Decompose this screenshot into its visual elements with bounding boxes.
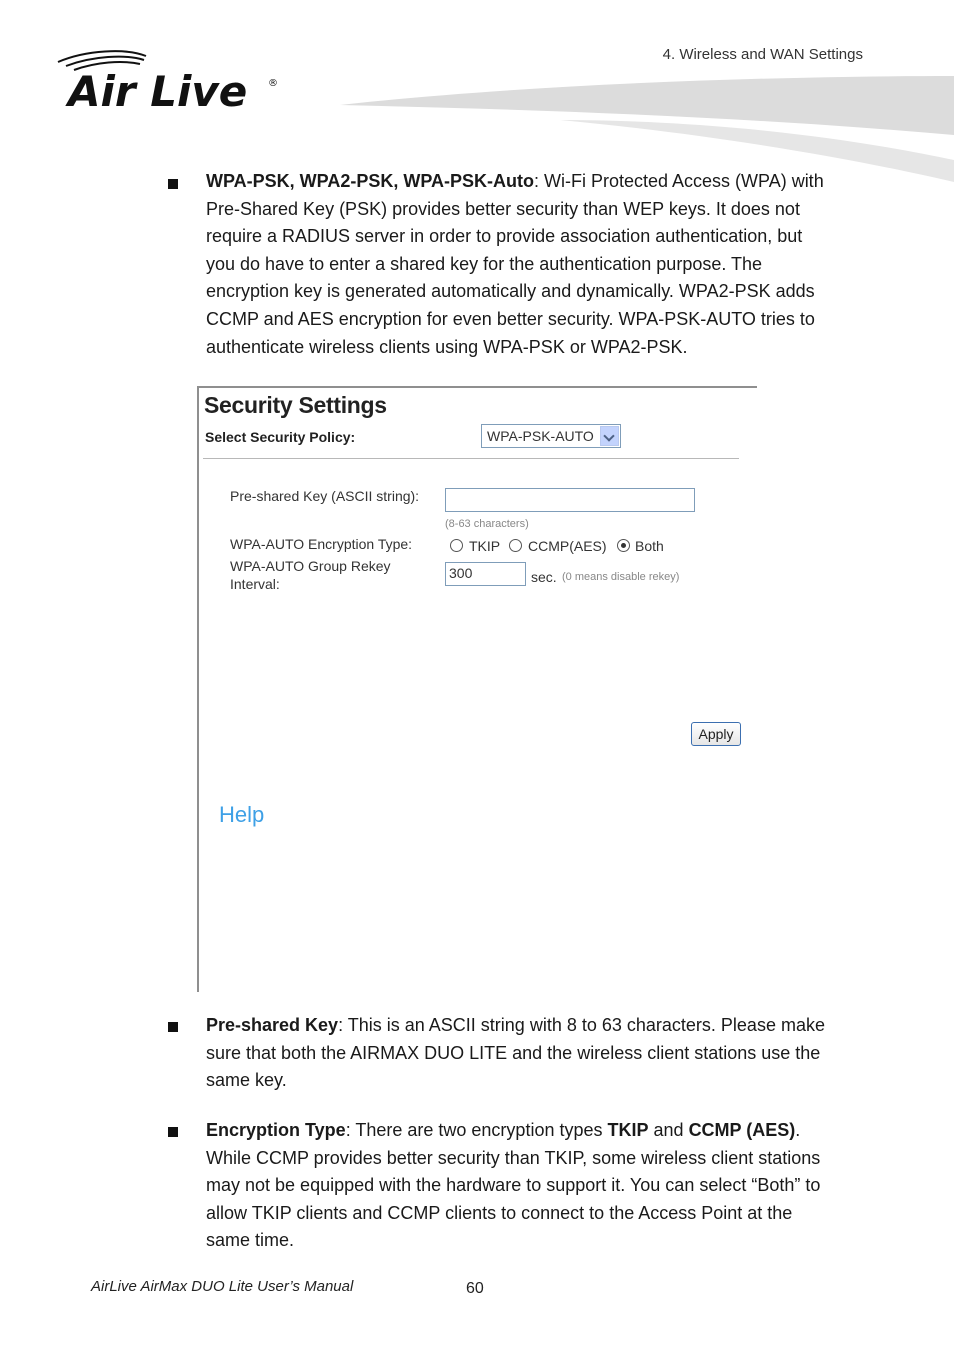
radio-tkip-label: TKIP — [469, 538, 501, 554]
airlive-logo — [56, 48, 286, 112]
radio-both[interactable] — [617, 539, 630, 552]
radio-tkip[interactable] — [450, 539, 463, 552]
intro-paragraph: WPA-PSK, WPA2-PSK, WPA-PSK-Auto: Wi-Fi Protected Access (WPA) with Pre-Shared Key (PSK) provides better security than WEP keys. It does not require a RADIUS server in order to provide association authentication, but you do have to enter a shared key for the authentication purpose. The encryption key is generated automatically and dynamically. WPA2-PSK adds CCMP and AES encryption for even better security. WPA-PSK-AUTO tries to authenticate wireless clients using WPA-PSK or WPA2-PSK. — [206, 171, 824, 357]
chevron-down-icon[interactable] — [600, 426, 619, 446]
rekey-hint: (0 means disable rekey) — [562, 571, 680, 583]
svg-text:Air Live: Air Live — [68, 67, 248, 112]
radio-both-label: Both — [635, 538, 664, 554]
security-settings-screenshot — [197, 386, 757, 992]
security-policy-select[interactable]: WPA-PSK-AUTO — [481, 424, 621, 448]
bullet-square — [168, 179, 178, 189]
page-number: 60 — [466, 1280, 484, 1297]
enc-paragraph: Encryption Type: There are two encryption types TKIP and CCMP (AES). While CCMP provides better security than TKIP, some wireless client stations may not be equipped with the hardware to support it. You can select “Both” to allow TKIP clients and CCMP clients to connect to the Access Point at the same time. — [206, 1120, 821, 1251]
rekey-unit: sec. — [531, 569, 557, 585]
psk-paragraph: Pre-shared Key: This is an ASCII string with 8 to 63 characters. Please make sure that both the AIRMAX DUO LITE and the wireless client stations use the same key. — [206, 1015, 825, 1091]
help-link[interactable]: Help — [219, 802, 265, 827]
psk-label: Pre-shared Key (ASCII string): — [230, 488, 420, 504]
divider — [203, 458, 739, 459]
section-title: 4. Wireless and WAN Settings — [662, 46, 863, 63]
radio-ccmp[interactable] — [509, 539, 522, 552]
bullet-square — [168, 1127, 178, 1137]
psk-input[interactable] — [445, 488, 695, 512]
apply-button[interactable]: Apply — [691, 722, 741, 746]
enc-type-label: WPA-AUTO Encryption Type: — [230, 536, 413, 552]
svg-text:®: ® — [268, 78, 278, 89]
policy-label: Select Security Policy: — [205, 429, 356, 445]
rekey-input[interactable]: 300 — [445, 562, 526, 586]
intro-term: WPA-PSK, WPA2-PSK, WPA-PSK-Auto — [206, 171, 534, 191]
rekey-label-line2: Interval: — [230, 576, 280, 592]
radio-ccmp-label: CCMP(AES) — [528, 538, 607, 554]
bullet-square — [168, 1022, 178, 1032]
psk-hint: (8-63 characters) — [445, 518, 529, 530]
psk-term: Pre-shared Key — [206, 1015, 339, 1035]
enc-term: Encryption Type — [206, 1120, 346, 1140]
rekey-label-line1: WPA-AUTO Group Rekey — [230, 558, 391, 574]
panel-title: Security Settings — [204, 392, 387, 418]
footer-manual-title: AirLive AirMax DUO Lite User’s Manual — [91, 1278, 354, 1295]
